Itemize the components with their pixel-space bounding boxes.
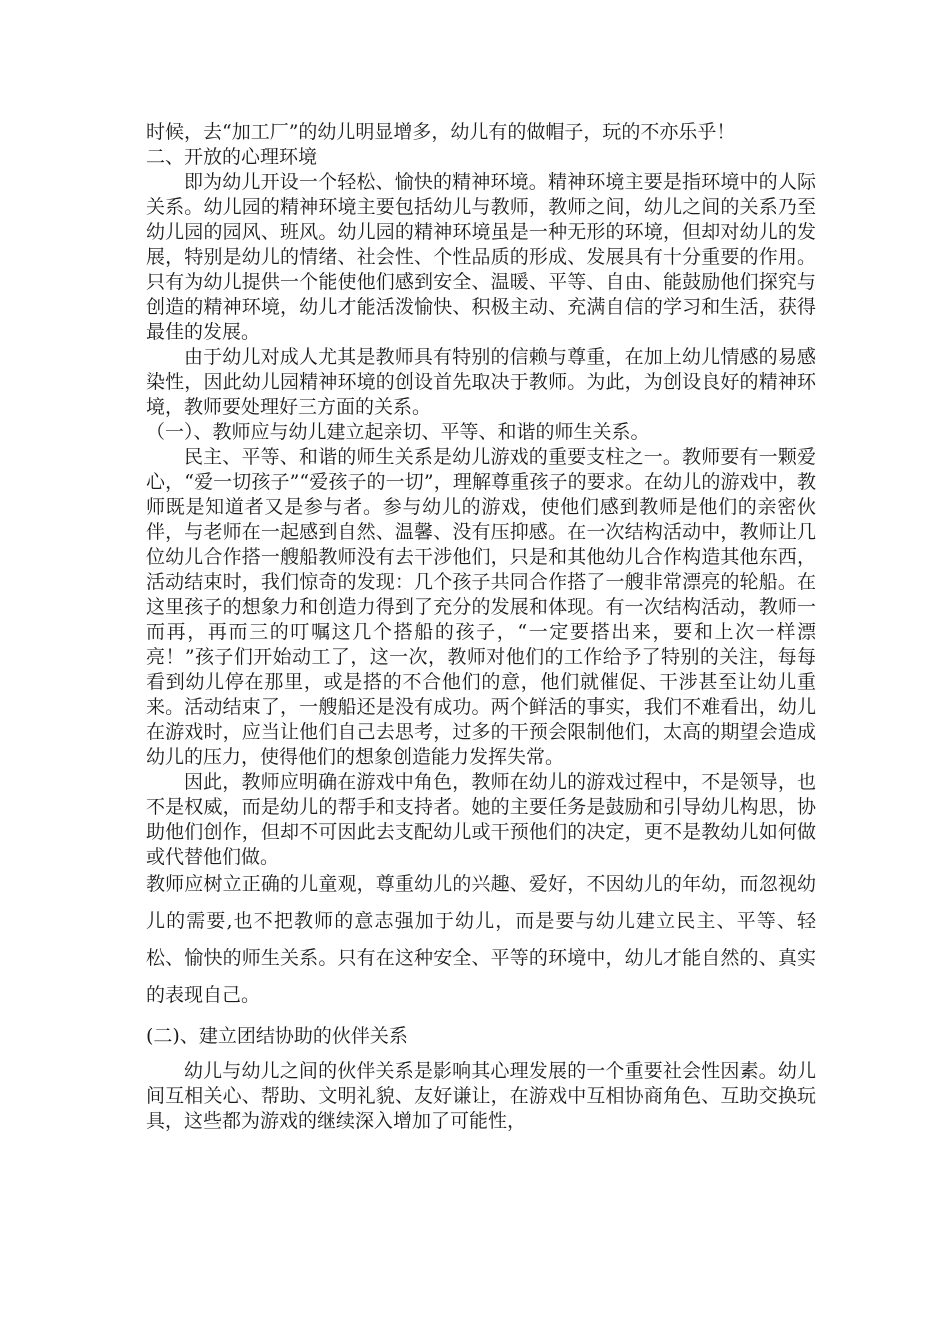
paragraph-view-of-children: 教师应树立正确的儿童观，尊重幼儿的兴趣、爱好，不因幼儿的年幼，而忽视幼儿的需要,也不把教师的意志强加于幼儿，而是要与幼儿建立民主、平等、轻松、愉快的师生关系。只有在这种安全、平等的环境中，幼儿才能自然的、真实的表现自己。 bbox=[146, 873, 816, 1006]
paragraph-peer-relationship: 幼儿与幼儿之间的伙伴关系是影响其心理发展的一个重要社会性因素。幼儿间互相关心、帮助、文明礼貌、友好谦让，在游戏中互相协商角色、互助交换玩具，这些都为游戏的继续深入增加了可能性， bbox=[146, 1060, 816, 1132]
subheading-peer-relationship: (二)、建立团结协助的伙伴关系 bbox=[146, 1025, 408, 1047]
paragraph-teacher-role: 由于幼儿对成人尤其是教师具有特别的信赖与尊重，在加上幼儿情感的易感染性，因此幼儿园精神环境的创设首先取决于教师。为此，为创设良好的精神环境，教师要处理好三方面的关系。 bbox=[146, 346, 816, 418]
document-body bbox=[146, 120, 816, 1134]
paragraph-teacher-game-role: 因此，教师应明确在游戏中角色，教师在幼儿的游戏过程中，不是领导，也不是权威，而是幼儿的帮手和支持者。她的主要任务是鼓励和引导幼儿构思，协助他们创作，但却不可因此去支配幼儿或干预他们的决定，更不是教幼儿如何做或代替他们做。 bbox=[146, 771, 816, 868]
paragraph-democratic-relationship: 民主、平等、和谐的师生关系是幼儿游戏的重要支柱之一。教师要有一颗爱心，“爱一切孩子”“爱孩子的一切”，理解尊重孩子的要求。在幼儿的游戏中，教师既是知道者又是参与者。参与幼儿的游戏，使他们感到教师是他们的亲密伙伴，与老师在一起感到自然、温馨、没有压抑感。在一次结构活动中，教师让几位幼儿合作搭一艘船教师没有去干涉他们，只是和其他幼儿合作构造其他东西，活动结束时，我们惊奇的发现：几个孩子共同合作搭了一艘非常漂亮的轮船。在这里孩子的想象力和创造力得到了充分的发展和体现。有一次结构活动，教师一而再，再而三的叮嘱这几个搭船的孩子，“一定要搭出来，要和上次一样漂亮！”孩子们开始动工了，这一次，教师对他们的工作给予了特别的关注，每每看到幼儿停在那里，或是搭的不合他们的意，他们就催促、干涉甚至让幼儿重来。活动结束了，一艘船还是没有成功。两个鲜活的事实，我们不难看出，幼儿在游戏时，应当让他们自己去思考，过多的干预会限制他们，太高的期望会造成幼儿的压力，使得他们的想象创造能力发挥失常。 bbox=[146, 446, 816, 768]
subheading-teacher-child-relationship: （一）、教师应与幼儿建立起亲切、平等、和谐的师生关系。 bbox=[146, 421, 650, 443]
section-heading-open-psychological-environment: 二、开放的心理环境 bbox=[146, 146, 318, 168]
paragraph-spiritual-environment: 即为幼儿开设一个轻松、愉快的精神环境。精神环境主要是指环境中的人际关系。幼儿园的精神环境主要包括幼儿与教师，教师之间，幼儿之间的关系乃至幼儿园的园风、班风。幼儿园的精神环境虽是一种无形的环境，但却对幼儿的发展，特别是幼儿的情绪、社会性、个性品质的形成、发展具有十分重要的作用。只有为幼儿提供一个能使他们感到安全、温暖、平等、自由、能鼓励他们探究与创造的精神环境，幼儿才能活泼愉快、积极主动、充满自信的学习和生活，获得最佳的发展。 bbox=[146, 171, 816, 343]
paragraph-continuation: 时候，去“加工厂”的幼儿明显增多，幼儿有的做帽子，玩的不亦乐乎！ bbox=[146, 121, 736, 143]
